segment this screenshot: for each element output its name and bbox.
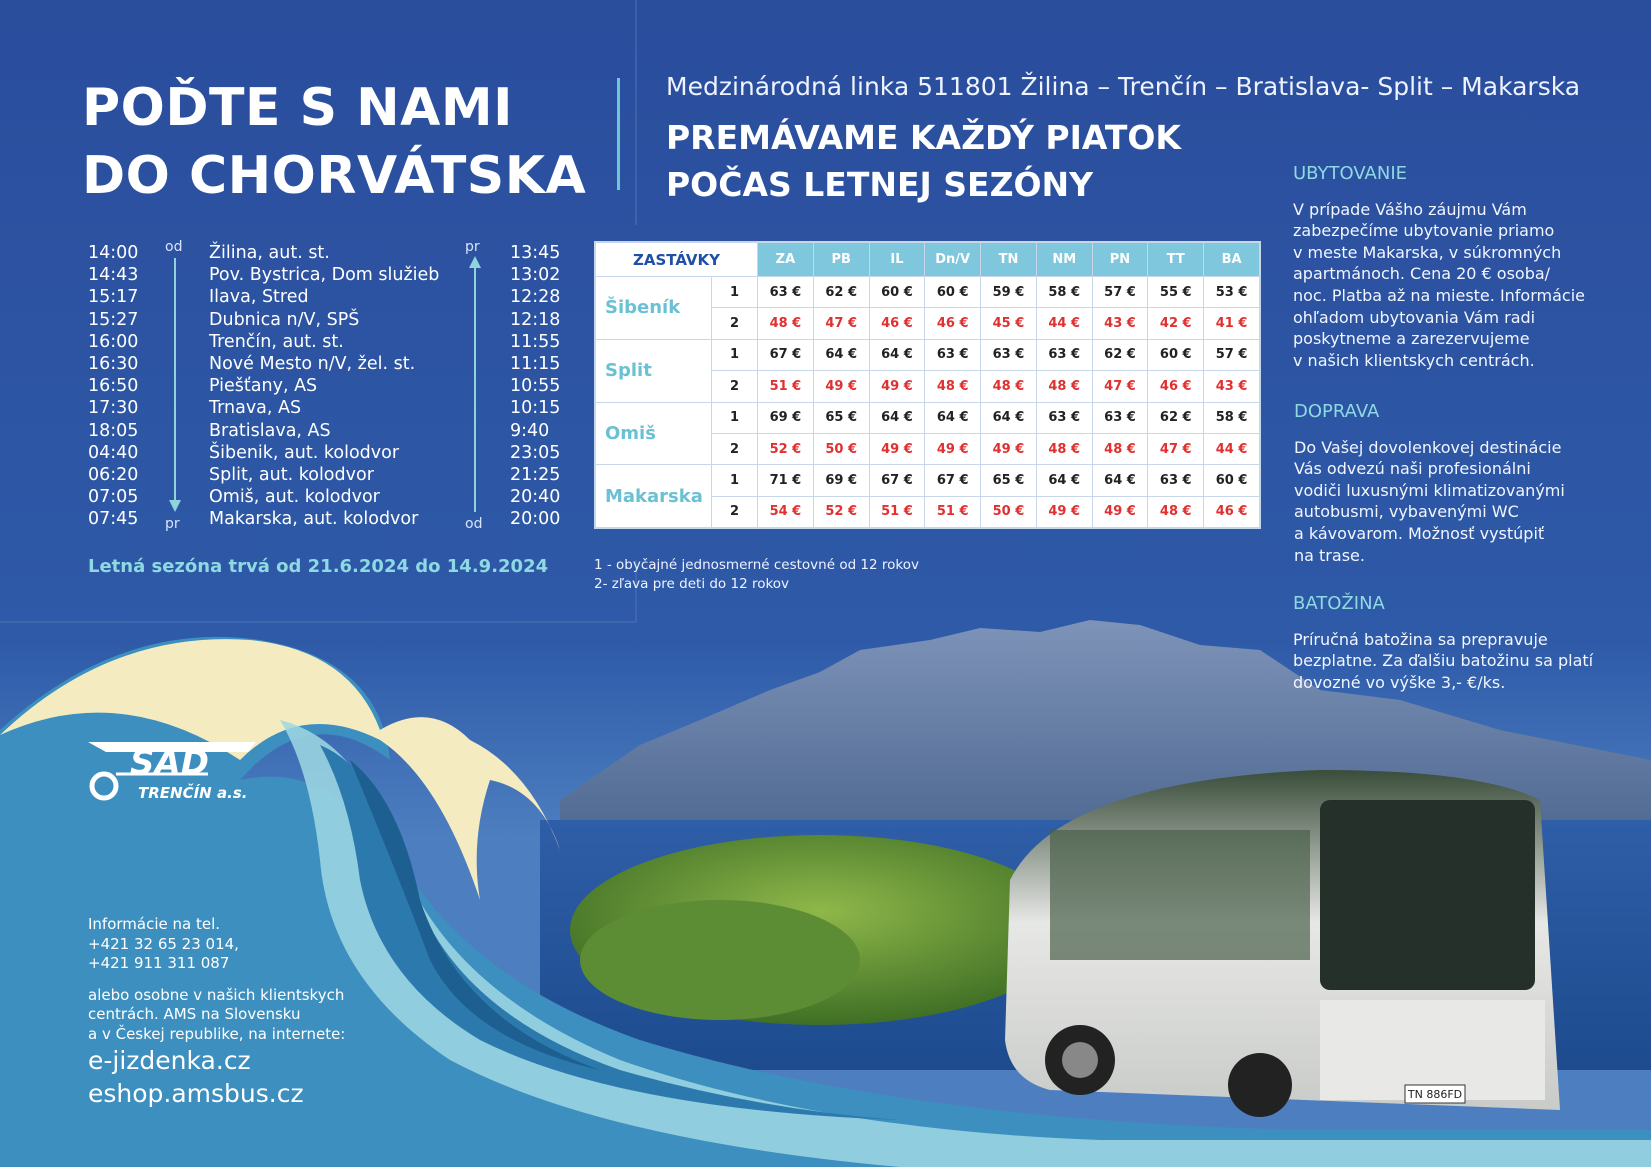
fare-class: 1 [712,277,758,308]
stop-name: Trnava, AS [209,398,302,419]
text-line: v meste Makarska, v súkromných [1293,242,1562,262]
text-line: a v Českej republike, na internete: [88,1024,346,1043]
price-cell: 64 € [1092,465,1148,496]
column-header: PN [1092,243,1148,277]
destination-name: Omiš [596,402,712,465]
price-cell: 43 € [1204,371,1260,402]
route-line: Medzinárodná linka 511801 Žilina – Trenčín – Bratislava- Split – Makarska [666,72,1581,101]
price-cell: 51 € [869,496,925,527]
destination-name: Split [596,339,712,402]
text-line: na trase. [1294,545,1365,565]
fare-class: 1 [712,465,758,496]
sad-logo [88,738,258,808]
price-cell: 64 € [869,402,925,433]
fare-class: 2 [712,496,758,527]
return-time: 20:00 [510,509,561,530]
price-cell: 69 € [813,465,869,496]
schedule-headline [666,114,1181,208]
column-header: TT [1148,243,1204,277]
label-from: od [165,239,183,255]
price-cell: 46 € [925,308,981,339]
price-cell: 69 € [758,402,814,433]
price-cell: 71 € [758,465,814,496]
text-line: Informácie na tel. [88,915,221,933]
text-line: V prípade Vášho záujmu Vám [1293,199,1527,219]
text-line: Do Vašej dovolenkovej destinácie [1294,437,1562,457]
return-time: 13:45 [510,243,561,263]
departure-time: 15:17 [88,287,139,308]
stop-names [209,242,439,531]
price-cell: 48 € [1148,496,1204,527]
stop-name: Dubnica n/V, SPŠ [209,309,360,330]
price-row [596,277,1260,308]
price-cell: 49 € [1036,496,1092,527]
headline-line-2: POČAS LETNEJ SEZÓNY [666,165,1094,204]
label-to: pr [165,516,180,532]
text-line: v našich klientskych centrách. [1293,350,1535,370]
stop-name: Ilava, Stred [209,287,309,308]
price-cell: 51 € [925,496,981,527]
text-line: +421 911 311 087 [88,954,230,972]
price-row [596,402,1260,433]
stop-name: Nové Mesto n/V, žel. st. [209,354,416,375]
price-cell: 60 € [925,277,981,308]
link-e-jizdenka[interactable]: e-jizdenka.cz [88,1046,251,1075]
price-cell: 63 € [1036,339,1092,370]
return-time: 11:55 [510,331,561,352]
text-line: centrách. AMS na Slovensku [88,1005,301,1023]
return-time: 10:55 [510,376,561,397]
text-line: a kávovarom. Možnosť vystúpiť [1294,523,1545,543]
logo-brand: SAD [130,743,210,783]
divider [617,78,620,190]
link-eshop-amsbus[interactable]: eshop.amsbus.cz [88,1079,304,1108]
fare-note-1: 1 - obyčajné jednosmerné cestovné od 12 rokov [594,557,920,573]
batozina-heading: BATOŽINA [1293,593,1385,614]
column-header: IL [869,243,925,277]
title-line-1: POĎTE S NAMI [82,78,513,138]
price-cell: 52 € [813,496,869,527]
text-line: dovozné vo výške 3,- €/ks. [1293,672,1506,692]
text-line: Vás odvezú naši profesionálni [1294,459,1531,479]
price-cell: 60 € [1204,465,1260,496]
price-cell: 46 € [1204,496,1260,527]
column-header: Dn/V [925,243,981,277]
fare-class: 1 [712,339,758,370]
price-cell: 64 € [869,339,925,370]
departure-time: 07:45 [88,509,139,530]
section-doprava [1294,401,1604,566]
price-table [594,241,1261,529]
price-cell: 62 € [813,277,869,308]
fare-class: 2 [712,371,758,402]
price-cell: 67 € [758,339,814,370]
batozina-text [1293,629,1603,694]
stop-name: Bratislava, AS [209,420,331,441]
price-cell: 58 € [1036,277,1092,308]
text-line: apartmánoch. Cena 20 € osoba/ [1293,264,1551,284]
column-header: BA [1204,243,1260,277]
stop-name: Trenčín, aut. st. [209,331,344,352]
return-time: 12:28 [510,287,561,308]
arrow-up-icon [468,256,482,512]
bus-image [1005,770,1560,1117]
price-cell: 44 € [1204,433,1260,464]
doprava-heading: DOPRAVA [1294,401,1380,422]
fare-class: 1 [712,402,758,433]
doprava-text [1294,437,1604,567]
section-batozina [1293,593,1603,693]
svg-text:TN 886FD: TN 886FD [1407,1088,1463,1101]
stop-name: Pov. Bystrica, Dom služieb [209,265,440,286]
price-cell: 50 € [813,433,869,464]
return-times [510,242,560,531]
price-cell: 64 € [813,339,869,370]
departure-time: 15:27 [88,309,139,330]
price-cell: 65 € [981,465,1037,496]
logo-sub: TRENČÍN a.s. [138,784,248,802]
price-cell: 63 € [1036,402,1092,433]
text-line: vodiči luxusnými klimatizovanými [1294,480,1565,500]
text-line: autobusmi, vybavenými WC [1294,502,1519,522]
column-header: ZA [758,243,814,277]
column-header: PB [813,243,869,277]
fare-note-2: 2- zľava pre deti do 12 rokov [594,576,790,592]
stops-header: ZASTÁVKY [596,243,758,277]
price-cell: 64 € [981,402,1037,433]
price-cell: 63 € [1148,465,1204,496]
price-cell: 60 € [869,277,925,308]
text-line: poskytneme a zarezervujeme [1293,329,1530,349]
price-cell: 47 € [813,308,869,339]
price-cell: 62 € [1092,339,1148,370]
departure-time: 17:30 [88,398,139,419]
text-line: Príručná batožina sa prepravuje [1293,629,1548,649]
text-line: alebo osobne v našich klientskych [88,985,345,1004]
price-cell: 48 € [925,371,981,402]
price-cell: 67 € [869,465,925,496]
label-back-to: pr [465,239,480,255]
price-cell: 57 € [1092,277,1148,308]
return-time: 21:25 [510,465,561,486]
stop-name: Šibenik, aut. kolodvor [209,442,400,463]
price-cell: 49 € [869,433,925,464]
stop-name: Omiš, aut. kolodvor [209,487,380,508]
price-cell: 42 € [1148,308,1204,339]
price-cell: 64 € [925,402,981,433]
price-cell: 65 € [813,402,869,433]
price-cell: 41 € [1204,308,1260,339]
price-cell: 47 € [1092,371,1148,402]
stop-name: Žilina, aut. st. [209,243,330,263]
price-cell: 49 € [813,371,869,402]
price-cell: 58 € [1204,402,1260,433]
price-cell: 48 € [758,308,814,339]
price-cell: 53 € [1204,277,1260,308]
stop-name: Makarska, aut. kolodvor [209,509,419,530]
text-line: noc. Platba až na mieste. Informácie [1293,285,1585,305]
departure-time: 06:20 [88,465,139,486]
contact-phones [88,915,345,974]
departure-time: 16:30 [88,354,139,375]
arrow-down-icon [168,258,182,514]
departure-time: 16:00 [88,331,139,352]
return-time: 10:15 [510,398,561,419]
contact-text [88,986,345,1045]
season-dates: Letná sezóna trvá od 21.6.2024 do 14.9.2024 [88,556,549,577]
price-cell: 48 € [1036,433,1092,464]
fare-notes [594,556,919,594]
price-cell: 48 € [1036,371,1092,402]
price-cell: 48 € [1092,433,1148,464]
fare-class: 2 [712,433,758,464]
departure-times [88,242,138,531]
price-cell: 60 € [1148,339,1204,370]
price-cell: 63 € [758,277,814,308]
departure-time: 16:50 [88,376,139,397]
price-cell: 67 € [925,465,981,496]
poster-title [82,74,586,210]
label-back-from: od [465,516,483,532]
headline-line-1: PREMÁVAME KAŽDÝ PIATOK [666,118,1181,157]
text-line: bezplatne. Za ďalšiu batožinu sa platí [1293,651,1594,671]
stop-name: Piešťany, AS [209,376,318,397]
departure-time: 04:40 [88,442,139,463]
departure-time: 14:00 [88,243,139,263]
price-cell: 46 € [869,308,925,339]
stop-name: Split, aut. kolodvor [209,465,374,486]
price-row [596,465,1260,496]
price-cell: 62 € [1148,402,1204,433]
departure-time: 18:05 [88,420,139,441]
price-cell: 52 € [758,433,814,464]
return-time: 23:05 [510,442,561,463]
price-cell: 63 € [1092,402,1148,433]
text-line: ohľadom ubytovania Vám radi [1293,307,1536,327]
price-cell: 49 € [925,433,981,464]
text-line: +421 32 65 23 014, [88,934,239,953]
title-line-2: DO CHORVÁTSKA [82,146,587,206]
price-cell: 59 € [981,277,1037,308]
fare-class: 2 [712,308,758,339]
price-cell: 46 € [1148,371,1204,402]
price-cell: 54 € [758,496,814,527]
text-line: zabezpečíme ubytovanie priamo [1293,221,1555,241]
price-cell: 55 € [1148,277,1204,308]
contact-info [88,915,345,1044]
return-time: 9:40 [510,420,550,441]
price-cell: 44 € [1036,308,1092,339]
price-cell: 49 € [981,433,1037,464]
departure-time: 14:43 [88,265,139,286]
price-cell: 63 € [925,339,981,370]
section-ubytovanie [1293,163,1603,371]
price-cell: 45 € [981,308,1037,339]
destination-name: Šibeník [596,277,712,340]
price-cell: 64 € [1036,465,1092,496]
ubytovanie-text [1293,199,1603,372]
price-cell: 63 € [981,339,1037,370]
return-time: 12:18 [510,309,561,330]
return-time: 13:02 [510,265,561,286]
price-cell: 51 € [758,371,814,402]
ubytovanie-heading: UBYTOVANIE [1293,163,1408,184]
price-cell: 57 € [1204,339,1260,370]
price-cell: 49 € [869,371,925,402]
price-row [596,339,1260,370]
departure-time: 07:05 [88,487,139,508]
price-cell: 49 € [1092,496,1148,527]
price-cell: 50 € [981,496,1037,527]
column-header: TN [981,243,1037,277]
price-cell: 48 € [981,371,1037,402]
price-cell: 47 € [1148,433,1204,464]
return-time: 20:40 [510,487,561,508]
return-time: 11:15 [510,354,561,375]
destination-name: Makarska [596,465,712,528]
column-header: NM [1036,243,1092,277]
price-cell: 43 € [1092,308,1148,339]
